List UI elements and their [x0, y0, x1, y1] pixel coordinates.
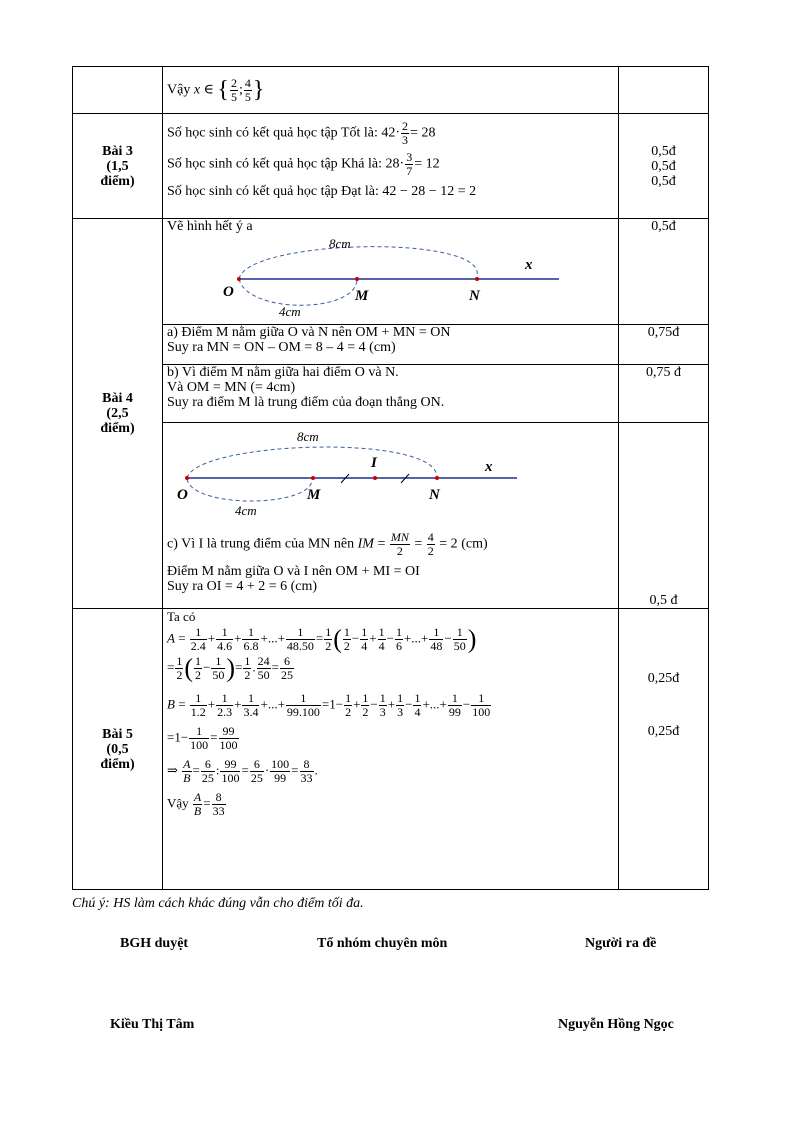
bai5-eq-A: A = $\frac{1}{2.4}$ + $\frac{1}{4.6}$ + $\frac{1}{6.8}$ +...+ $\frac{1}{48.50}$ = $\frac{1}{2}$ ( $\frac{1}{2}$ − $\frac{1}{4}$ + $\frac{1}{4}$ − $\frac{1}{6}$ +...+ $\frac{1}{48}$ − $\frac{1}{50}$ )	[167, 624, 477, 654]
bai4-label: Bài 4 (2,5 điểm)	[73, 219, 163, 609]
bai4-c-line1: c) Vì I là trung điểm của MN nên IM = $\frac{MN}{2}$ = $\frac{4}{2}$ = 2 (cm)	[167, 530, 488, 558]
fig1-point-O: O	[223, 284, 234, 300]
bai5-conclusion: Vậy $\frac{A}{B}$ = $\frac{8}{33}$	[167, 790, 225, 818]
signature-to: Tổ nhóm chuyên môn	[317, 936, 448, 951]
fig2-label-8cm: 8cm	[297, 429, 319, 444]
fig1-label-4cm: 4cm	[279, 304, 301, 319]
bai5-eq-B: B = $\frac{1}{1.2}$ + $\frac{1}{2.3}$ + $\frac{1}{3.4}$ +...+ $\frac{1}{99.100}$ =1− $\frac{1}{2}$ + $\frac{1}{2}$ − $\frac{1}{3}$ + $\frac{1}{3}$ − $\frac{1}{4}$ +...+ $\frac{1}{99}$ − $\frac{1}{100}$	[167, 691, 491, 719]
fig2-point-I: I	[371, 455, 377, 471]
signature-name-1: Kiều Thị Tâm	[110, 1017, 195, 1032]
bai4-draw-text: Vẽ hình hết ý a	[167, 219, 253, 234]
bai4-c-line3: Suy ra OI = 4 + 2 = 6 (cm)	[167, 579, 318, 594]
table-row-bai4-b: b) Vì điểm M nằm giữa hai điểm O và N. Và OM = MN (= 4cm) Suy ra điểm M là trung điểm của đoạn thẳng ON. 0,75 đ	[73, 365, 709, 423]
table-row-bai3	[73, 114, 709, 219]
table-row-bai4-c	[73, 423, 709, 609]
fig2-point-M: M	[307, 487, 321, 503]
fig1-point-N: N	[469, 288, 480, 304]
fig1-label-8cm: 8cm	[329, 236, 351, 251]
bai3-label: Bài 3 (1,5 điểm)	[73, 114, 163, 219]
table-row-bai4-a	[73, 325, 709, 365]
figure-segment-c	[167, 423, 607, 519]
bai3-line1: Số học sinh có kết quả học tập Tốt là: 42· $\frac{2}{3}$ = 28	[167, 119, 436, 147]
grading-table	[72, 66, 709, 890]
bai5-label: Bài 5 (0,5 điểm)	[73, 609, 163, 890]
fig1-point-M: M	[355, 288, 369, 304]
bai3-line3: Số học sinh có kết quả học tập Đạt là: 42 − 28 − 12 = 2	[167, 184, 477, 199]
table-row-bai4-draw	[73, 219, 709, 325]
bai4-c-line2: Điểm M nằm giữa O và I nên OM + MI = OI	[167, 564, 420, 579]
bai5-eq-B2: =1− $\frac{1}{100}$ = $\frac{99}{100}$	[167, 724, 238, 752]
table-row: Vậy x ∈ { $\frac{2}{5}$ ; $\frac{4}{5}$ }	[73, 67, 709, 114]
bai3-points: 0,5đ 0,5đ 0,5đ	[619, 114, 709, 219]
bai5-eq-ratio: ⇒ $\frac{A}{B}$ = $\frac{6}{25}$ : $\frac{99}{100}$ = $\frac{6}{25}$ · $\frac{100}{99}$ = $\frac{8}{33}$ .	[167, 757, 318, 785]
table-row-bai5	[73, 609, 709, 890]
bai5-points: 0,25đ 0,25đ	[619, 609, 709, 890]
signature-nguoi: Người ra đề	[585, 936, 657, 951]
signature-name-2: Nguyễn Hồng Ngọc	[558, 1017, 674, 1032]
bai4-draw-points: 0,5đ	[619, 219, 709, 325]
fig2-ray-x: x	[485, 459, 493, 475]
bai5-eq-A2: = $\frac{1}{2}$ ( $\frac{1}{2}$ − $\frac{1}{50}$ )= $\frac{1}{2}$ . $\frac{24}{50}$ = $\frac{6}{25}$	[167, 653, 293, 683]
figure-segment-a	[167, 234, 607, 320]
bai4-b-points: 0,75 đ	[619, 365, 709, 423]
signature-bgh: BGH duyệt	[120, 936, 189, 951]
bai3-line2: Số học sinh có kết quả học tập Khá là: 28· $\frac{3}{7}$ = 12	[167, 150, 440, 178]
bai4-a-points: 0,75đ	[619, 325, 709, 365]
fig2-point-O: O	[177, 487, 188, 503]
note-text: Chú ý: HS làm cách khác đúng vẫn cho điểm tối đa.	[72, 896, 364, 911]
bai4-a-line2: Suy ra MN = ON – OM = 8 – 4 = 4 (cm)	[167, 340, 396, 355]
bai4-c-points: 0,5 đ	[619, 423, 709, 609]
row0-text: Vậy	[167, 82, 191, 98]
fig2-label-4cm: 4cm	[235, 503, 257, 518]
fig1-ray-x: x	[525, 257, 533, 273]
fig2-point-N: N	[429, 487, 440, 503]
bai4-a-line1: a) Điểm M nằm giữa O và N nên OM + MN = ON	[167, 325, 451, 340]
bai5-intro: Ta có	[167, 609, 196, 624]
